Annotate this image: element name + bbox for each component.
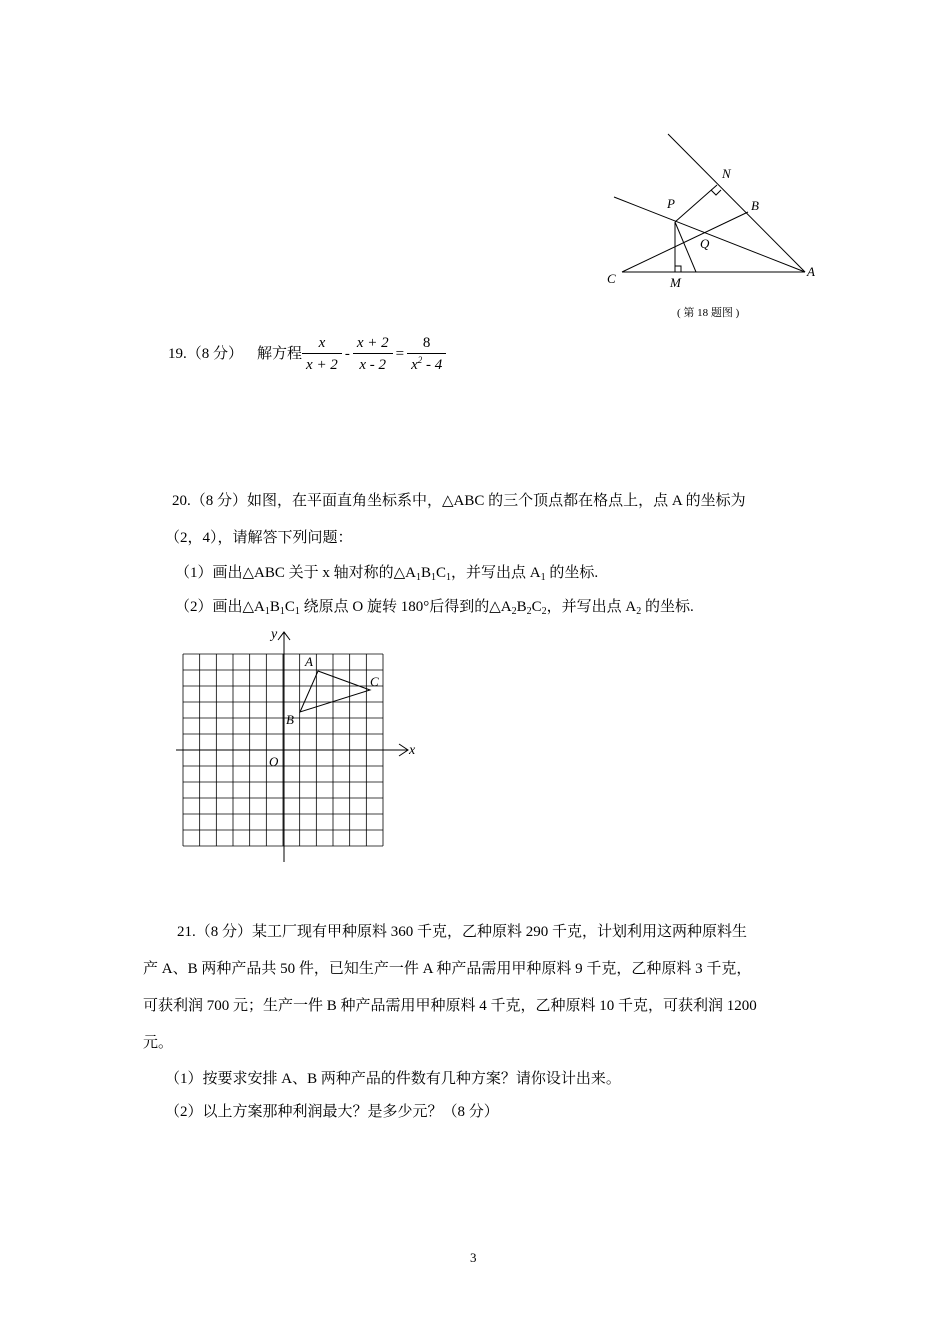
label-B: B [286,712,294,727]
label-y: y [271,627,278,642]
page-number: 3 [470,1250,477,1265]
fraction-1-denominator: x + 2 [306,356,338,373]
q20-part1: （1）画出△ABC 关于 x 轴对称的$\triangle A_1B_1C_1$，并写出点 $A_1$ 的坐标. [175,565,599,583]
label-P: P [667,196,675,211]
figure-18-diagram [600,130,830,290]
q19-prefix: 19.（8 分） [168,346,244,362]
coordinate-grid-figure [170,620,430,870]
fraction-1 [302,333,342,376]
triangle-ABC [300,671,370,712]
question-19 [168,330,446,378]
q21-part2: （2）以上方案那种利润最大？是多少元？（8 分） [165,1104,499,1120]
right-angle-M [675,266,681,272]
q19-instruction: 解方程 [257,346,303,362]
line-PN [675,185,717,222]
line-PA [614,197,805,272]
fraction-3 [407,333,446,376]
q20-line2: （2，4），请解答下列问题： [165,530,353,546]
fraction-1-numerator: x [302,333,342,354]
q21-part1: （1）按要求安排 A、B 两种产品的件数有几种方案？请你设计出来。 [165,1071,621,1087]
label-N: N [722,166,731,181]
figure-18-caption: ( 第 18 题图 ) [677,307,740,319]
q20-line1: 20.（8 分）如图，在平面直角坐标系中，△ABC 的三个顶点都在格点上，点 A 的坐标为 [172,493,746,509]
fraction-2-numerator: x + 2 [353,333,393,354]
q21-line1: 21.（8 分）某工厂现有甲种原料 360 千克，乙种原料 290 千克，计划利用这两种原料生 [177,924,748,940]
label-x: x [409,743,416,758]
equals-sign: = [395,346,405,362]
line-P-foot [675,222,696,272]
q21-line3: 可获利润 700 元；生产一件 B 种产品需用甲种原料 4 千克，乙种原料 10 千克，可获利润 1200 [143,998,757,1014]
label-B: B [751,198,759,213]
label-O: O [269,754,279,769]
label-C: C [607,271,616,286]
fraction-3-numerator: 8 [407,333,446,354]
right-angle-N [711,190,721,195]
label-A: A [305,654,313,669]
q21-line2: 产 A、B 两种产品共 50 件，已知生产一件 A 种产品需用甲种原料 9 千克，乙种原料 3 千克， [143,961,752,977]
fraction-2 [353,333,393,376]
q21-line4: 元。 [143,1035,174,1051]
q20-part2: （2）画出$\triangle A_1B_1C_1$ 绕原点 O 旋转 180°后得到的$\triangle A_2B_2C_2$，并写出点 $A_2$ 的坐标. [175,599,694,617]
line-NA [668,134,805,272]
fraction-2-denominator: x - 2 [359,356,387,373]
label-C: C [370,674,379,689]
fraction-3-denominator: $x^2 - 4$ [411,354,443,373]
label-Q: Q [700,236,710,251]
label-A: A [807,264,815,279]
minus-sign: - [344,346,350,362]
label-M: M [670,275,681,290]
